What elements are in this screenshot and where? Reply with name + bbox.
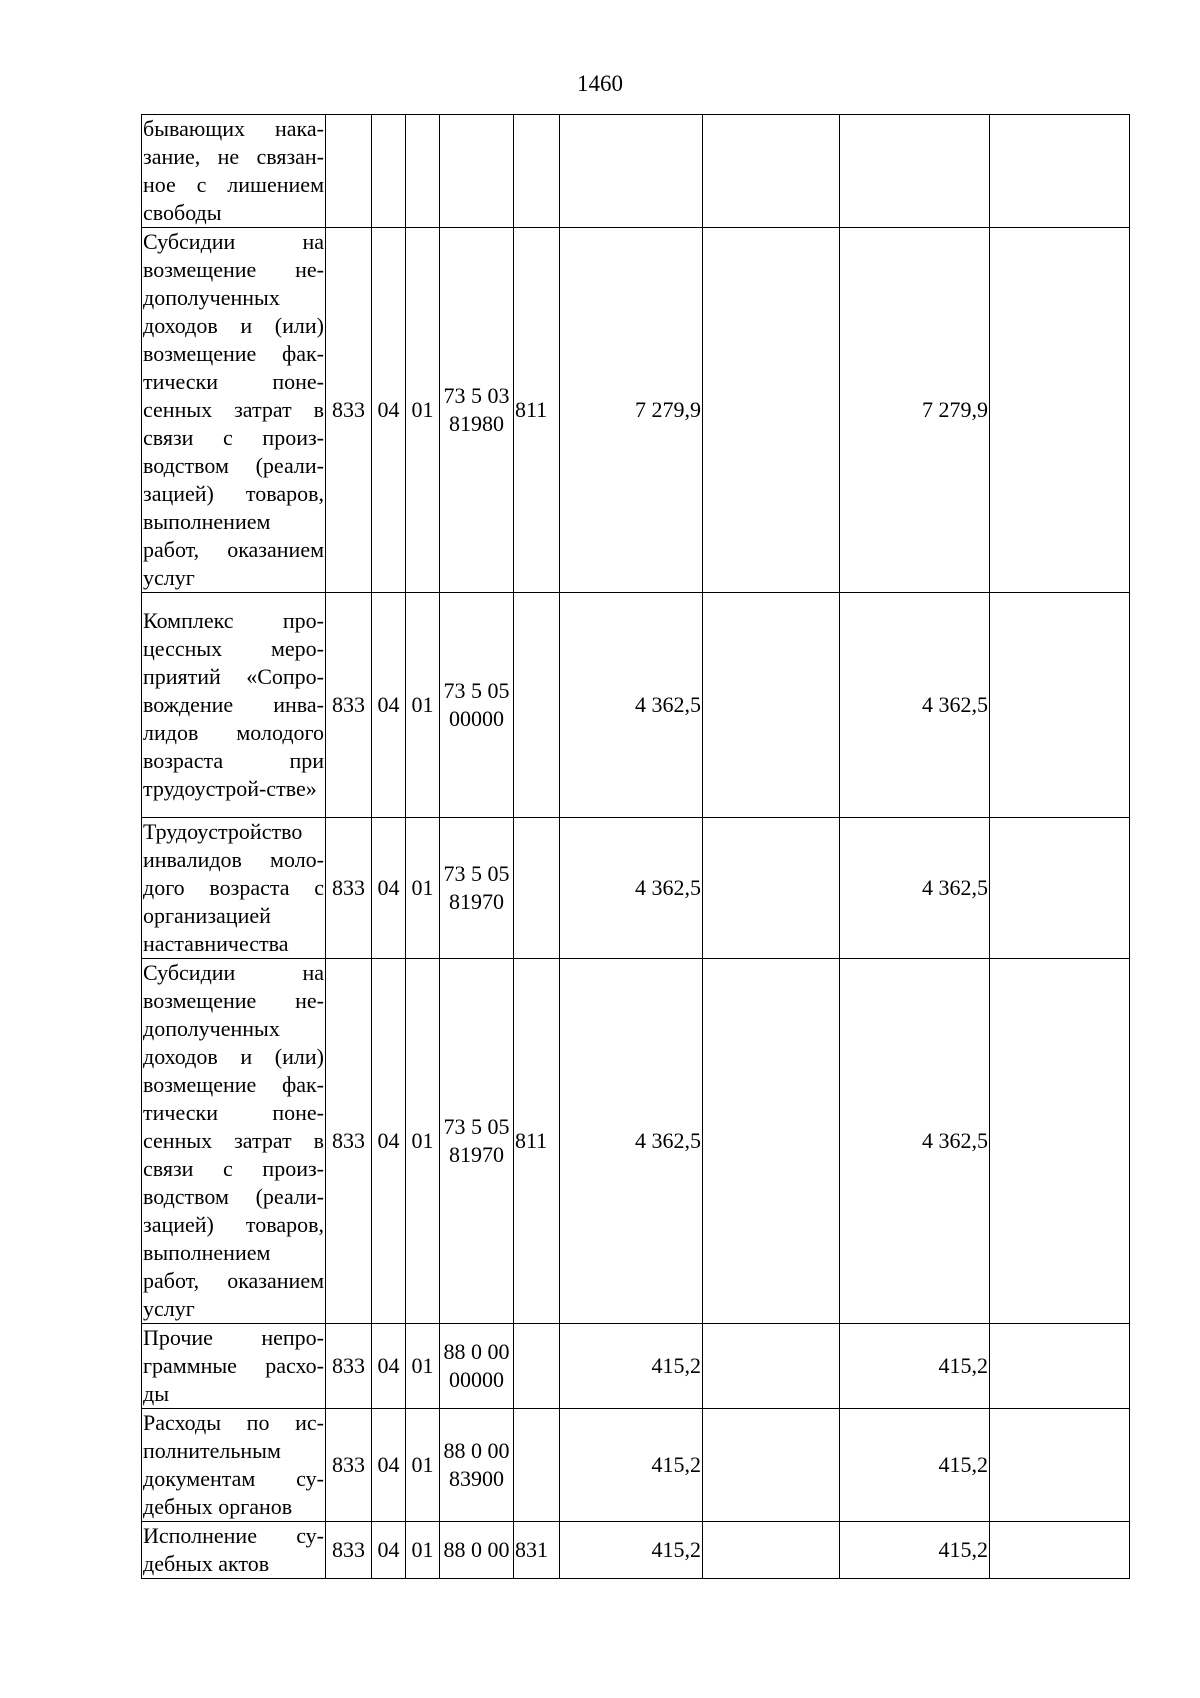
table-row [142,115,1130,228]
expense-type-cell [514,1324,560,1409]
column-9-cell [990,1522,1130,1579]
subsection-code-cell: 01 [406,818,440,959]
item-name-cell: Расходы по ис-полнительным документам су-дебных органов [142,1409,326,1522]
ved-code-cell: 833 [326,228,372,593]
budget-table [141,114,1130,1579]
amount-cell: 415,2 [560,1522,703,1579]
section-code-cell: 04 [372,1324,406,1409]
column-7-cell [703,959,840,1324]
item-name-cell: Комплекс про-цессных меро-приятий «Сопро-вождение инва-лидов молодого возраста при трудоустрой-стве» [142,593,326,818]
item-name-cell: бывающих нака-зание, не связан-ное с лишением свободы [142,115,326,228]
column-9-cell [990,818,1130,959]
target-article-cell: 88 0 00 [440,1522,514,1579]
table-row [142,228,1130,593]
amount-cell: 415,2 [560,1324,703,1409]
table-row [142,959,1130,1324]
column-8-cell: 4 362,5 [840,593,990,818]
section-code-cell: 04 [372,959,406,1324]
section-code-cell: 04 [372,1522,406,1579]
item-name-cell: Субсидии на возмещение не-дополученных доходов и (или) возмещение фак-тически поне-сенных затрат в связи с произ-водством (реали-зацией) товаров, выполнением работ, оказанием услуг [142,228,326,593]
amount-cell: 4 362,5 [560,593,703,818]
expense-type-cell: 811 [514,228,560,593]
column-8-cell: 415,2 [840,1324,990,1409]
table-row [142,818,1130,959]
section-code-cell: 04 [372,818,406,959]
target-article-cell: 88 0 00 83900 [440,1409,514,1522]
target-article-cell: 73 5 05 81970 [440,818,514,959]
column-7-cell [703,228,840,593]
subsection-code-cell: 01 [406,1409,440,1522]
ved-code-cell: 833 [326,593,372,818]
ved-code-cell: 833 [326,1522,372,1579]
column-9-cell [990,228,1130,593]
section-code-cell: 04 [372,593,406,818]
target-article-cell: 73 5 03 81980 [440,228,514,593]
item-name-cell: Субсидии на возмещение не-дополученных доходов и (или) возмещение фак-тически поне-сенных затрат в связи с произ-водством (реали-зацией) товаров, выполнением работ, оказанием услуг [142,959,326,1324]
expense-type-cell: 831 [514,1522,560,1579]
target-article-cell [440,115,514,228]
section-code-cell [372,115,406,228]
amount-cell: 415,2 [560,1409,703,1522]
column-7-cell [703,1522,840,1579]
subsection-code-cell: 01 [406,593,440,818]
amount-cell: 7 279,9 [560,228,703,593]
column-8-cell [840,115,990,228]
subsection-code-cell [406,115,440,228]
item-name-cell: Трудоустройство инвалидов моло-дого возраста с организацией наставничества [142,818,326,959]
target-article-cell: 73 5 05 81970 [440,959,514,1324]
column-7-cell [703,818,840,959]
column-8-cell: 4 362,5 [840,959,990,1324]
expense-type-cell [514,818,560,959]
ved-code-cell [326,115,372,228]
ved-code-cell: 833 [326,959,372,1324]
column-9-cell [990,593,1130,818]
expense-type-cell [514,1409,560,1522]
target-article-cell: 88 0 00 00000 [440,1324,514,1409]
subsection-code-cell: 01 [406,228,440,593]
item-name-cell: Прочие непро-граммные расхо-ды [142,1324,326,1409]
amount-cell: 4 362,5 [560,818,703,959]
item-name-cell: Исполнение су-дебных актов [142,1522,326,1579]
column-7-cell [703,593,840,818]
table-row [142,593,1130,818]
target-article-cell: 73 5 05 00000 [440,593,514,818]
column-9-cell [990,115,1130,228]
column-7-cell [703,1409,840,1522]
table-row [142,1522,1130,1579]
ved-code-cell: 833 [326,1409,372,1522]
subsection-code-cell: 01 [406,1522,440,1579]
subsection-code-cell: 01 [406,1324,440,1409]
amount-cell: 4 362,5 [560,959,703,1324]
section-code-cell: 04 [372,228,406,593]
column-8-cell: 415,2 [840,1409,990,1522]
section-code-cell: 04 [372,1409,406,1522]
column-9-cell [990,959,1130,1324]
table-row [142,1324,1130,1409]
column-8-cell: 415,2 [840,1522,990,1579]
column-7-cell [703,115,840,228]
amount-cell [560,115,703,228]
table-row [142,1409,1130,1522]
page-number: 1460 [577,71,623,96]
expense-type-cell [514,115,560,228]
ved-code-cell: 833 [326,818,372,959]
ved-code-cell: 833 [326,1324,372,1409]
expense-type-cell [514,593,560,818]
expense-type-cell: 811 [514,959,560,1324]
column-9-cell [990,1324,1130,1409]
column-9-cell [990,1409,1130,1522]
column-8-cell: 7 279,9 [840,228,990,593]
column-7-cell [703,1324,840,1409]
subsection-code-cell: 01 [406,959,440,1324]
column-8-cell: 4 362,5 [840,818,990,959]
